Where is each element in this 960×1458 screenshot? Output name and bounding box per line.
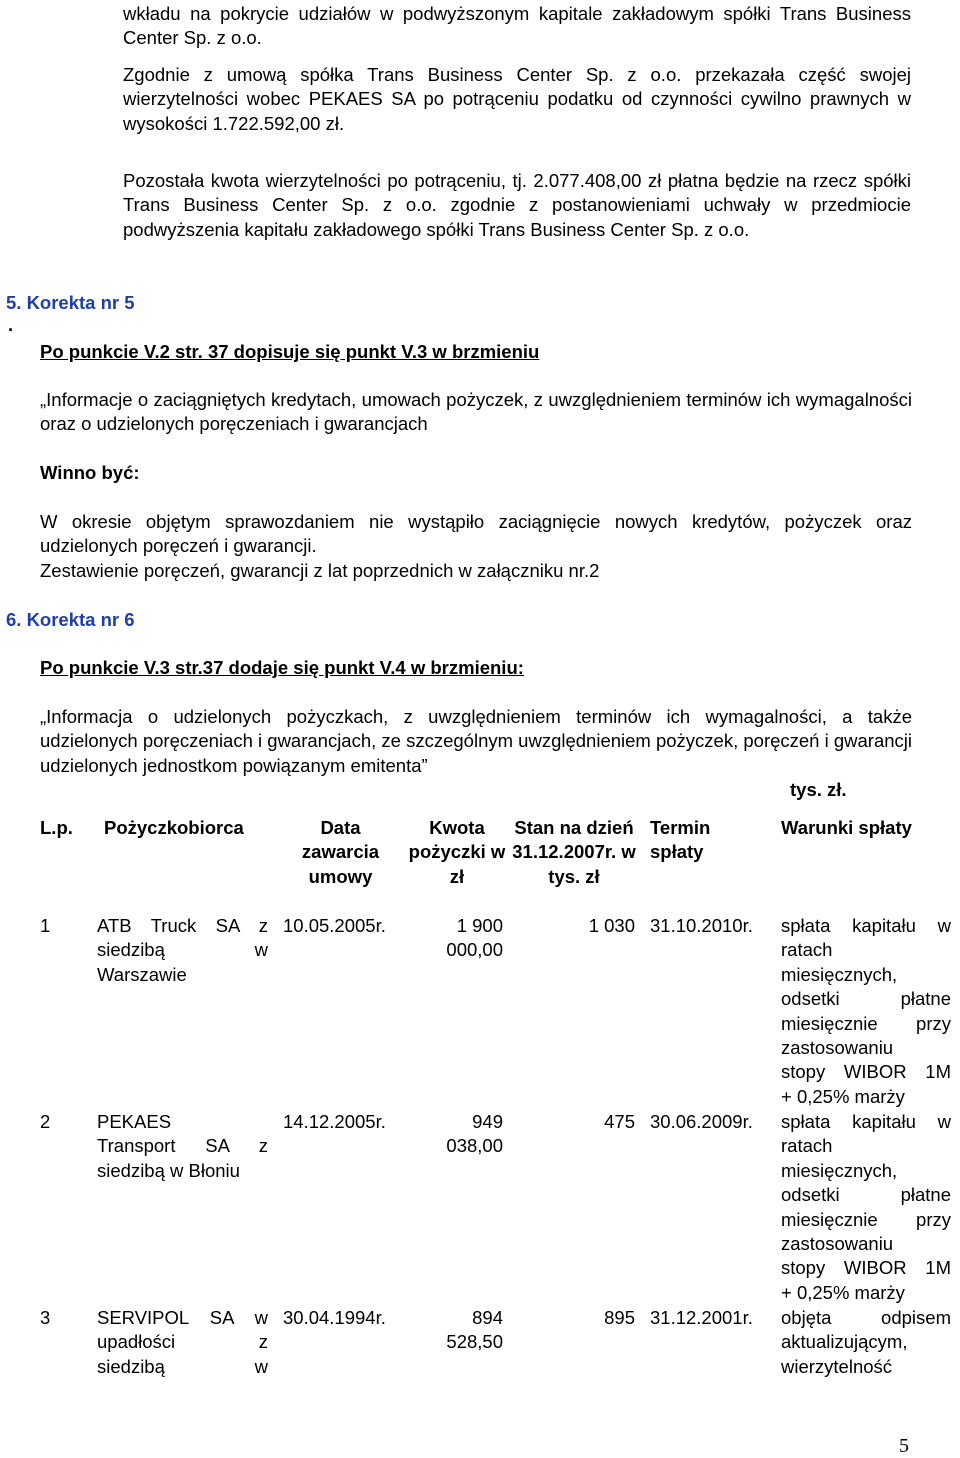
header-lp: L.p. bbox=[40, 817, 73, 838]
header-date: Data zawarcia umowy bbox=[301, 817, 380, 887]
section-5-dot: . bbox=[8, 314, 14, 335]
row-balance: 1 030 bbox=[588, 915, 635, 936]
row-lp: 1 bbox=[40, 915, 51, 936]
section-6-quote: „Informacja o udzielonych pożyczkach, z uwzględnieniem terminów ich wymagalności, a także udzielonych poręczeniach i gwarancjach, ze szczególnym uwzględnieniem pożyczek, poręczeń i gwarancji udzielonych jednostkom powiązanym emitenta” bbox=[40, 706, 913, 776]
header-amount: Kwota pożyczki w zł bbox=[408, 817, 506, 887]
section-5-body-1: W okresie objętym sprawozdaniem nie wystąpiło zaciągnięcie nowych kredytów, pożyczek oraz udzielonych poręczeń i gwarancji. bbox=[40, 511, 912, 557]
section-6-subheading: Po punkcie V.3 str.37 dodaje się punkt V.4 w brzmieniu: bbox=[40, 657, 524, 678]
header-balance: Stan na dzień 31.12.2007r. w tys. zł bbox=[512, 817, 636, 887]
row-date: 10.05.2005r. bbox=[283, 915, 386, 936]
row-date: 30.04.1994r. bbox=[283, 1307, 386, 1328]
header-term: Termin spłaty bbox=[650, 817, 711, 863]
header-conditions: Warunki spłaty bbox=[781, 817, 912, 838]
row-date: 14.12.2005r. bbox=[283, 1111, 386, 1132]
row-borrower: SERVIPOL SA w upadłości z siedzibą w bbox=[97, 1307, 268, 1377]
intro-paragraph-1: wkładu na pokrycie udziałów w podwyższonym kapitale zakładowym spółki Trans Business Center Sp. z o.o. bbox=[123, 3, 911, 49]
row-conditions: objęta odpisem aktualizującym, wierzytelność bbox=[781, 1307, 951, 1377]
row-term: 30.06.2009r. bbox=[650, 1111, 753, 1132]
row-conditions: spłata kapitału w ratach miesięcznych, odsetki płatne miesięcznie przy zastosowaniu stopy WIBOR 1M + 0,25% marży bbox=[781, 915, 951, 1107]
row-lp: 2 bbox=[40, 1111, 51, 1132]
section-6-heading: 6. Korekta nr 6 bbox=[6, 609, 135, 630]
row-amount: 949 038,00 bbox=[446, 1111, 503, 1157]
intro-paragraph-3: Pozostała kwota wierzytelności po potrąceniu, tj. 2.077.408,00 zł płatna będzie na rzecz spółki Trans Business Center Sp. z o.o. zgodnie z postanowieniami uchwały w przedmiocie podwyższenia kapitału zakładowego spółki Trans Business Center Sp. z o.o. bbox=[123, 170, 911, 240]
section-5-body-2: Zestawienie poręczeń, gwarancji z lat poprzednich w załączniku nr.2 bbox=[40, 560, 600, 581]
section-5-heading: 5. Korekta nr 5 bbox=[6, 292, 135, 313]
unit-label: tys. zł. bbox=[790, 779, 847, 800]
row-term: 31.12.2001r. bbox=[650, 1307, 753, 1328]
row-balance: 475 bbox=[604, 1111, 635, 1132]
row-borrower: ATB Truck SA z siedzibą w Warszawie bbox=[97, 915, 268, 985]
header-borrower: Pożyczkobiorca bbox=[104, 817, 244, 838]
section-5-winno: Winno być: bbox=[40, 462, 140, 483]
row-lp: 3 bbox=[40, 1307, 51, 1328]
page-number: 5 bbox=[899, 1435, 909, 1457]
row-conditions: spłata kapitału w ratach miesięcznych, odsetki płatne miesięcznie przy zastosowaniu stopy WIBOR 1M + 0,25% marży bbox=[781, 1111, 951, 1303]
row-balance: 895 bbox=[604, 1307, 635, 1328]
row-term: 31.10.2010r. bbox=[650, 915, 753, 936]
row-amount: 894 528,50 bbox=[446, 1307, 503, 1353]
intro-paragraph-2: Zgodnie z umową spółka Trans Business Center Sp. z o.o. przekazała część swojej wierzytelności wobec PEKAES SA po potrąceniu podatku od czynności cywilno prawnych w wysokości 1.722.592,00 zł. bbox=[123, 64, 911, 134]
section-5-subheading: Po punkcie V.2 str. 37 dopisuje się punkt V.3 w brzmieniu bbox=[40, 341, 540, 362]
row-borrower: PEKAES Transport SA z siedzibą w Błoniu bbox=[97, 1111, 268, 1181]
section-5-quote: „Informacje o zaciągniętych kredytach, umowach pożyczek, z uwzględnieniem terminów ich wymagalności oraz o udzielonych poręczeniach i gwarancjach bbox=[40, 389, 912, 435]
row-amount: 1 900 000,00 bbox=[446, 915, 503, 961]
